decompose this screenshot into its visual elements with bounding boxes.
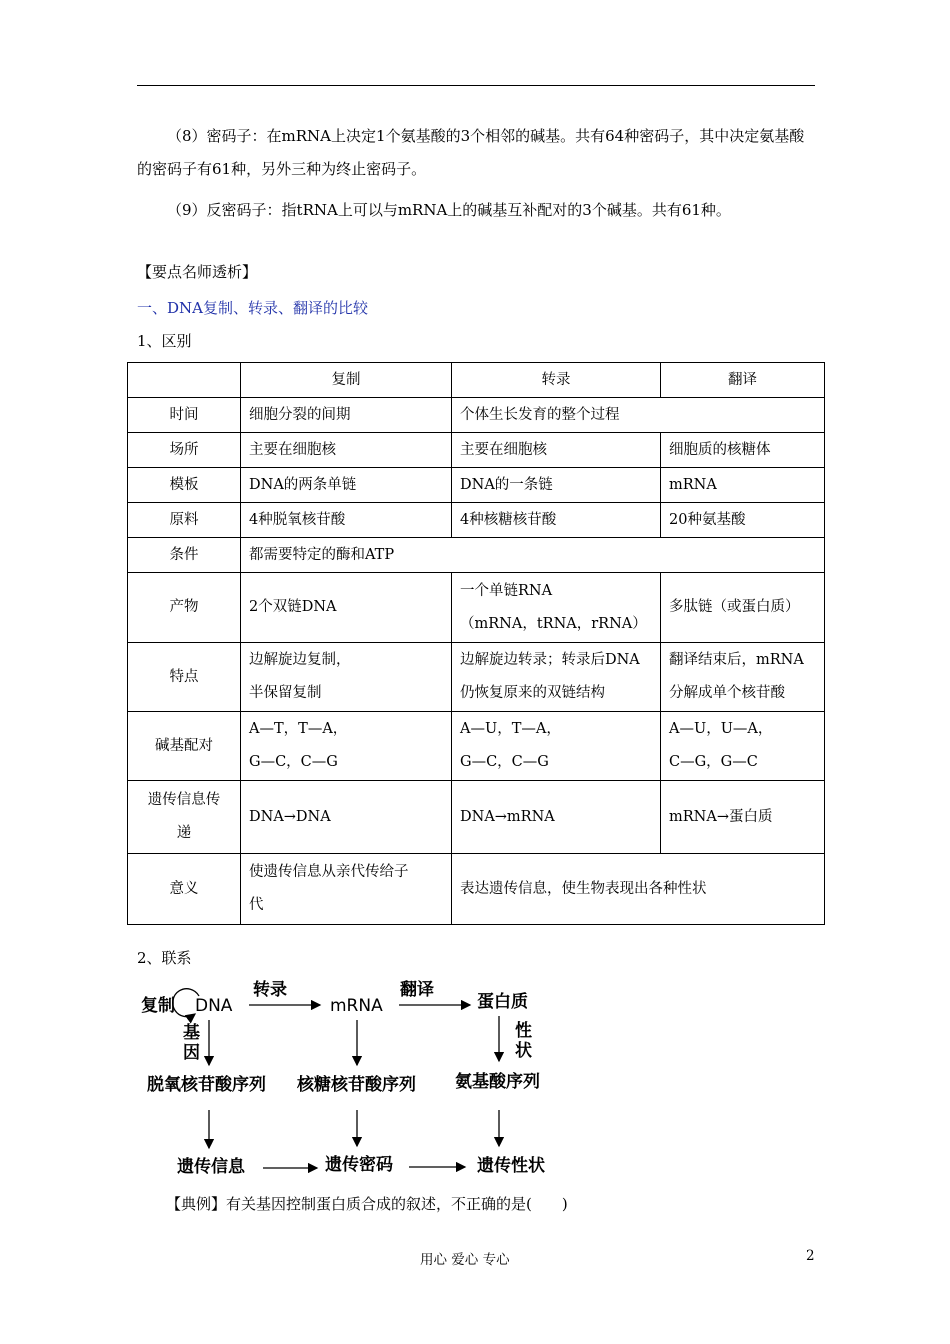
cell-line: A—T，T—A， bbox=[249, 721, 348, 737]
label-protein: 蛋白质 bbox=[477, 992, 528, 1012]
table-cell: 都需要特定的酶和ATP bbox=[241, 538, 825, 573]
label-trait-a: 性 bbox=[515, 1021, 532, 1041]
table-row bbox=[128, 643, 825, 712]
table-row bbox=[128, 433, 825, 468]
cell-line: 边解旋边复制， bbox=[249, 652, 351, 668]
cell-line: 代 bbox=[249, 897, 264, 913]
heading-comparison: 一、DNA复制、转录、翻译的比较 bbox=[137, 299, 368, 317]
table-cell: DNA的一条链 bbox=[452, 468, 661, 503]
row-label bbox=[128, 781, 241, 854]
table-cell: 多肽链（或蛋白质） bbox=[661, 573, 825, 643]
table-cell bbox=[452, 573, 661, 643]
row-label: 条件 bbox=[128, 538, 241, 573]
label-genetic-code: 遗传密码 bbox=[325, 1155, 393, 1175]
cell-line: 边解旋边转录；转录后DNA bbox=[460, 652, 640, 668]
cell-line: （mRNA，tRNA，rRNA） bbox=[460, 615, 647, 632]
table-cell: 细胞质的核糖体 bbox=[661, 433, 825, 468]
table-header-replication: 复制 bbox=[241, 363, 452, 398]
table-cell bbox=[661, 712, 825, 781]
row-label: 模板 bbox=[128, 468, 241, 503]
cell-line: C—G，G—C bbox=[669, 754, 758, 770]
row-label: 碱基配对 bbox=[128, 712, 241, 781]
table-cell: 2个双链DNA bbox=[241, 573, 452, 643]
table-cell: DNA的两条单链 bbox=[241, 468, 452, 503]
label-translation: 翻译 bbox=[400, 980, 434, 1000]
table-cell bbox=[661, 643, 825, 712]
comparison-table bbox=[127, 362, 825, 925]
cell-line: 递 bbox=[176, 825, 192, 841]
cell-line: A—U，T—A， bbox=[460, 721, 561, 737]
table-cell: mRNA bbox=[661, 468, 825, 503]
table-row bbox=[128, 503, 825, 538]
table-cell bbox=[452, 712, 661, 781]
cell-line: G—C，C—G bbox=[460, 754, 549, 770]
table-cell: mRNA→蛋白质 bbox=[661, 781, 825, 854]
table-row bbox=[128, 781, 825, 854]
cell-line: A—U，U—A， bbox=[669, 721, 773, 737]
table-cell: DNA→mRNA bbox=[452, 781, 661, 854]
label-trait-b: 状 bbox=[515, 1041, 532, 1061]
label-gene-b: 因 bbox=[183, 1043, 200, 1063]
subheading-relation: 2、联系 bbox=[137, 949, 192, 967]
table-cell: DNA→DNA bbox=[241, 781, 452, 854]
table-cell: 4种核糖核苷酸 bbox=[452, 503, 661, 538]
table-cell bbox=[241, 643, 452, 712]
table-header-empty bbox=[128, 363, 241, 398]
relation-diagram bbox=[137, 978, 577, 1188]
label-genetic-trait: 遗传性状 bbox=[477, 1156, 545, 1176]
cell-line: 遗传信息传 bbox=[147, 792, 221, 808]
subheading-difference: 1、区别 bbox=[137, 332, 192, 350]
row-label: 场所 bbox=[128, 433, 241, 468]
table-cell bbox=[452, 643, 661, 712]
header-rule bbox=[137, 85, 815, 86]
paragraph-codon: （8）密码子：在mRNA上决定1个氨基酸的3个相邻的碱基。共有64种密码子，其中决定氨基酸的密码子有61种，另外三种为终止密码子。 bbox=[137, 127, 805, 178]
cell-line: 仍恢复原来的双链结构 bbox=[460, 685, 605, 701]
table-cell: 20种氨基酸 bbox=[661, 503, 825, 538]
label-dna: DNA bbox=[195, 996, 233, 1016]
cell-line: 翻译结束后，mRNA bbox=[669, 652, 804, 668]
cell-line: 使遗传信息从亲代传给子 bbox=[249, 864, 409, 880]
table-cell: 表达遗传信息，使生物表现出各种性状 bbox=[452, 854, 825, 925]
label-mrna: mRNA bbox=[330, 996, 383, 1016]
example-label: 【典例】 bbox=[166, 1195, 227, 1213]
label-aa-sequence: 氨基酸序列 bbox=[455, 1072, 540, 1092]
table-header-transcription: 转录 bbox=[452, 363, 661, 398]
table-header-translation: 翻译 bbox=[661, 363, 825, 398]
footer-motto: 用心 爱心 专心 bbox=[420, 1252, 510, 1268]
table-cell bbox=[241, 854, 452, 925]
label-transcription: 转录 bbox=[253, 980, 287, 1000]
table-cell: 主要在细胞核 bbox=[452, 433, 661, 468]
table-header-row bbox=[128, 363, 825, 398]
label-gene-a: 基 bbox=[183, 1023, 200, 1043]
row-label: 原料 bbox=[128, 503, 241, 538]
label-genetic-info: 遗传信息 bbox=[177, 1157, 245, 1177]
table-row bbox=[128, 398, 825, 433]
cell-line: G—C，C—G bbox=[249, 754, 338, 770]
table-cell: 主要在细胞核 bbox=[241, 433, 452, 468]
cell-line: 半保留复制 bbox=[249, 685, 322, 701]
cell-line: 一个单链RNA bbox=[460, 582, 553, 599]
table-row bbox=[128, 538, 825, 573]
table-row bbox=[128, 468, 825, 503]
label-ribo-sequence: 核糖核苷酸序列 bbox=[297, 1075, 416, 1095]
table-row bbox=[128, 854, 825, 925]
example-question bbox=[166, 1188, 806, 1221]
row-label: 产物 bbox=[128, 573, 241, 643]
table-row bbox=[128, 712, 825, 781]
table-cell: 4种脱氧核苷酸 bbox=[241, 503, 452, 538]
page-number: 2 bbox=[806, 1248, 815, 1264]
cell-line: 分解成单个核苷酸 bbox=[669, 685, 785, 701]
table-cell bbox=[241, 712, 452, 781]
example-text: 有关基因控制蛋白质合成的叙述，不正确的是( ) bbox=[226, 1195, 568, 1213]
row-label: 特点 bbox=[128, 643, 241, 712]
paragraph-anticodon: （9）反密码子：指tRNA上可以与mRNA上的碱基互补配对的3个碱基。共有61种。 bbox=[167, 201, 731, 219]
label-deoxy-sequence: 脱氧核苷酸序列 bbox=[147, 1075, 266, 1095]
table-row bbox=[128, 573, 825, 643]
row-label: 时间 bbox=[128, 398, 241, 433]
table-cell: 细胞分裂的间期 bbox=[241, 398, 452, 433]
section-title: 【要点名师透析】 bbox=[137, 263, 258, 281]
label-replication: 复制 bbox=[141, 996, 175, 1016]
table-cell: 个体生长发育的整个过程 bbox=[452, 398, 825, 433]
row-label: 意义 bbox=[128, 854, 241, 925]
